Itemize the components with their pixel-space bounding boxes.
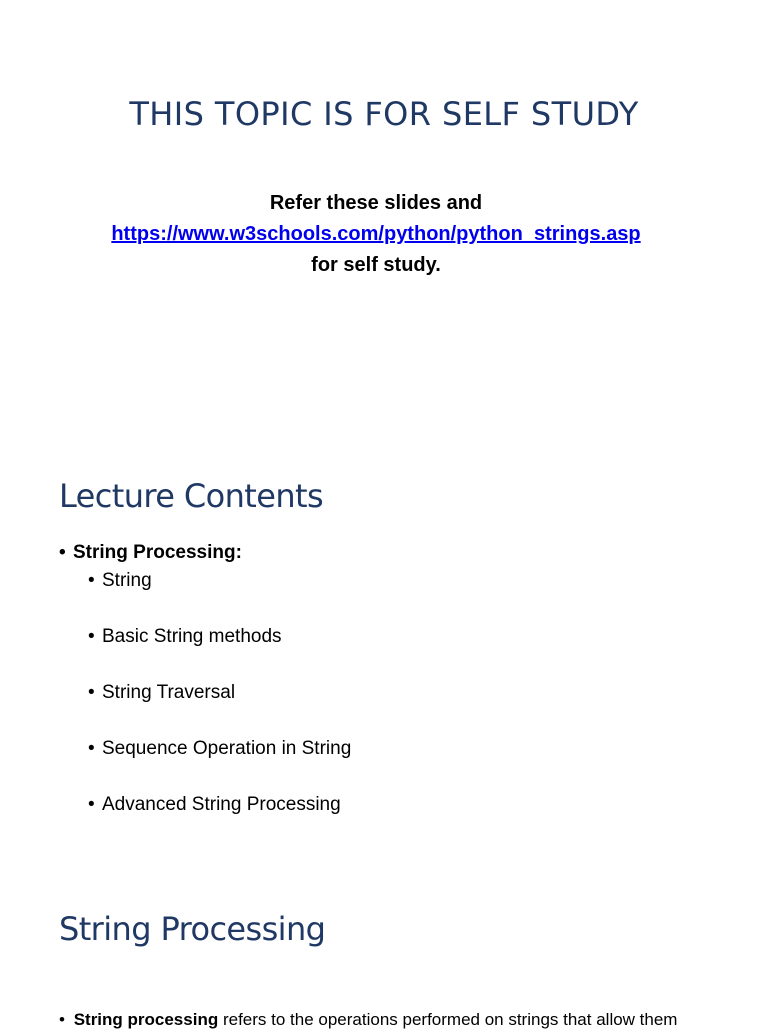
bullet-icon: • bbox=[88, 794, 95, 815]
bullet-icon: • bbox=[59, 1010, 65, 1029]
bold-term: String processing bbox=[73, 1010, 219, 1029]
contents-list bbox=[59, 539, 242, 567]
slide-title: THIS TOPIC IS FOR SELF STUDY bbox=[129, 95, 639, 133]
list-item bbox=[88, 679, 351, 735]
bullet-icon: • bbox=[88, 626, 95, 647]
list-item-label: Advanced String Processing bbox=[102, 794, 341, 815]
list-item bbox=[88, 735, 351, 791]
list-item-label: String bbox=[102, 570, 152, 591]
definition-text: refers to the operations performed on strings that allow them bbox=[222, 1010, 678, 1029]
bullet-icon: • bbox=[88, 738, 95, 759]
list-item-label: Basic String methods bbox=[102, 626, 282, 647]
bullet-icon: • bbox=[88, 570, 95, 591]
list-item-label: Sequence Operation in String bbox=[102, 738, 352, 759]
list-item-label: String Traversal bbox=[102, 682, 236, 703]
list-item bbox=[88, 623, 351, 679]
bullet-icon: • bbox=[88, 682, 95, 703]
w3schools-link[interactable]: https://www.w3schools.com/python/python_strings.asp bbox=[111, 223, 641, 245]
list-item bbox=[88, 791, 351, 847]
list-item bbox=[88, 567, 351, 623]
refer-text bbox=[0, 188, 752, 281]
self-study-line: for self study. bbox=[311, 254, 441, 276]
list-item bbox=[59, 539, 242, 567]
lecture-contents-heading: Lecture Contents bbox=[59, 477, 324, 515]
sub-list bbox=[88, 567, 351, 847]
bullet-icon: • bbox=[59, 542, 66, 563]
definition-paragraph bbox=[59, 1008, 759, 1032]
list-item-label: String Processing: bbox=[73, 542, 242, 563]
string-processing-heading: String Processing bbox=[59, 910, 326, 948]
refer-line: Refer these slides and bbox=[269, 192, 483, 214]
